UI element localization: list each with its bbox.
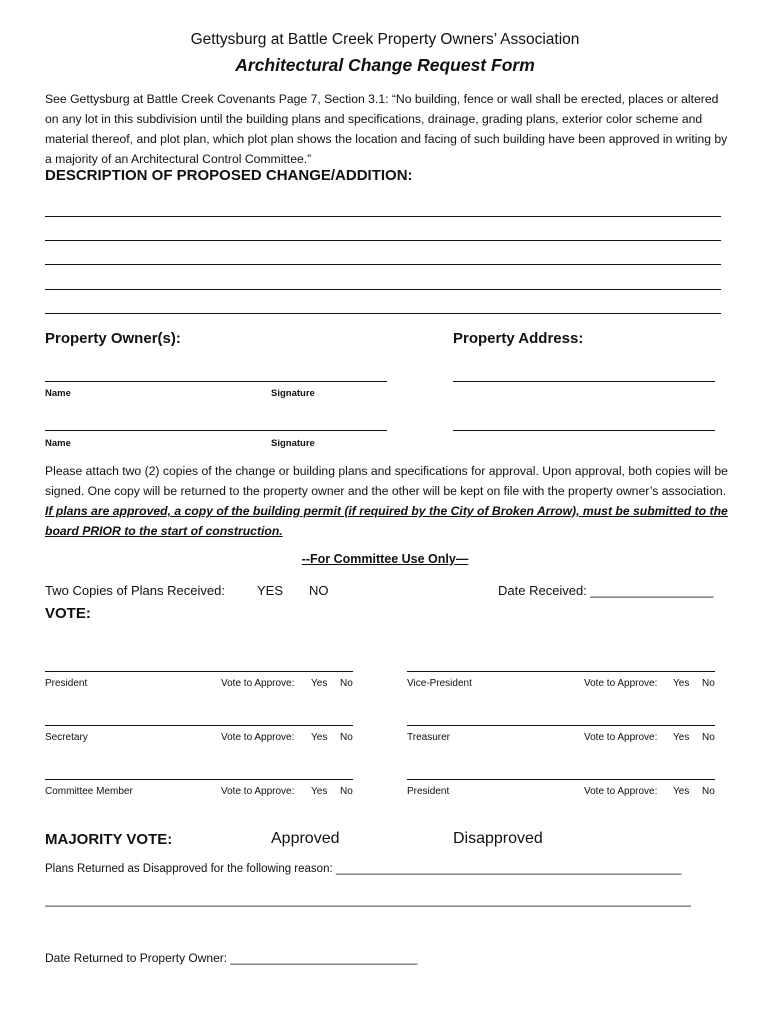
permit-requirement: If plans are approved, a copy of the building permit (if required by the City of Broken Arrow), must be submitted to the board PRIOR to the start of construction. — [45, 504, 728, 538]
vote-to-approve-label: Vote to Approve: — [584, 678, 658, 689]
date-returned-field[interactable]: Date Returned to Property Owner: ____________________________ — [45, 951, 418, 965]
vote-yes-option[interactable]: Yes — [311, 678, 328, 689]
signature-line-vice-president[interactable] — [407, 671, 715, 672]
copies-yes-option[interactable]: YES — [257, 583, 284, 598]
copies-no-option[interactable]: NO — [309, 583, 329, 598]
copies-received-label: Two Copies of Plans Received: — [45, 583, 225, 598]
disapproved-option[interactable]: Disapproved — [453, 830, 543, 847]
description-heading: DESCRIPTION OF PROPOSED CHANGE/ADDITION: — [45, 167, 413, 184]
vote-no-option[interactable]: No — [702, 732, 715, 743]
member-label: Treasurer — [407, 732, 450, 743]
committee-use-heading: --For Committee Use Only— — [301, 552, 469, 566]
signature-label: Signature — [271, 388, 315, 399]
member-label: President — [407, 786, 450, 797]
name-label: Name — [45, 388, 71, 399]
member-label: President — [45, 678, 88, 689]
approved-option[interactable]: Approved — [271, 830, 340, 847]
date-received-field[interactable]: Date Received: _________________ — [498, 583, 714, 598]
signature-line-president[interactable] — [45, 671, 353, 672]
vote-yes-option[interactable]: Yes — [673, 732, 690, 743]
form-title: Architectural Change Request Form — [235, 55, 535, 75]
vote-no-option[interactable]: No — [340, 732, 353, 743]
name-label: Name — [45, 438, 71, 449]
signature-line-treasurer[interactable] — [407, 725, 715, 726]
instructions-paragraph — [45, 461, 730, 541]
vote-no-option[interactable]: No — [702, 678, 715, 689]
vote-to-approve-label: Vote to Approve: — [221, 732, 295, 743]
description-line-1[interactable] — [45, 216, 721, 217]
disapproval-reason-line[interactable]: _____________________________________________________________________________________________________ — [45, 895, 691, 907]
vote-heading: VOTE: — [45, 605, 91, 622]
owner-name-line-2[interactable] — [45, 430, 387, 431]
property-owner-heading: Property Owner(s): — [45, 330, 181, 347]
member-label: Secretary — [45, 732, 88, 743]
organization-name: Gettysburg at Battle Creek Property Owners’ Association — [190, 31, 580, 48]
signature-line-president-2[interactable] — [407, 779, 715, 780]
member-label: Vice-President — [407, 678, 472, 689]
covenant-paragraph: See Gettysburg at Battle Creek Covenants Page 7, Section 3.1: “No building, fence or wall shall be erected, places or altered on any lot in this subdivision until the building plans and specifications, drainage, grading plans, exterior color scheme and material thereof, and plot plan, which plot plan shows the location and facing of such building have been approved in writing by a majority of an Architectural Control Committee.” — [45, 92, 728, 166]
description-line-2[interactable] — [45, 240, 721, 241]
description-line-4[interactable] — [45, 289, 721, 290]
vote-to-approve-label: Vote to Approve: — [584, 732, 658, 743]
address-line-2[interactable] — [453, 430, 715, 431]
vote-to-approve-label: Vote to Approve: — [221, 786, 295, 797]
vote-to-approve-label: Vote to Approve: — [221, 678, 295, 689]
instructions-text: Please attach two (2) copies of the change or building plans and specifications for approval. Upon approval, both copies will be signed. One copy will be returned to the property owner and the other will be kept on file with the property owner’s association. — [45, 464, 728, 498]
member-label: Committee Member — [45, 786, 133, 797]
majority-vote-label: MAJORITY VOTE: — [45, 831, 173, 848]
signature-label: Signature — [271, 438, 315, 449]
property-address-heading: Property Address: — [453, 330, 584, 347]
vote-yes-option[interactable]: Yes — [673, 678, 690, 689]
description-line-5[interactable] — [45, 313, 721, 314]
vote-yes-option[interactable]: Yes — [673, 786, 690, 797]
vote-no-option[interactable]: No — [702, 786, 715, 797]
signature-line-committee-member[interactable] — [45, 779, 353, 780]
owner-name-line-1[interactable] — [45, 381, 387, 382]
vote-no-option[interactable]: No — [340, 786, 353, 797]
vote-to-approve-label: Vote to Approve: — [584, 786, 658, 797]
vote-yes-option[interactable]: Yes — [311, 786, 328, 797]
vote-no-option[interactable]: No — [340, 678, 353, 689]
vote-yes-option[interactable]: Yes — [311, 732, 328, 743]
disapproval-reason-field[interactable]: Plans Returned as Disapproved for the following reason: ______________________________________________________ — [45, 863, 682, 875]
address-line-1[interactable] — [453, 381, 715, 382]
signature-line-secretary[interactable] — [45, 725, 353, 726]
description-line-3[interactable] — [45, 264, 721, 265]
